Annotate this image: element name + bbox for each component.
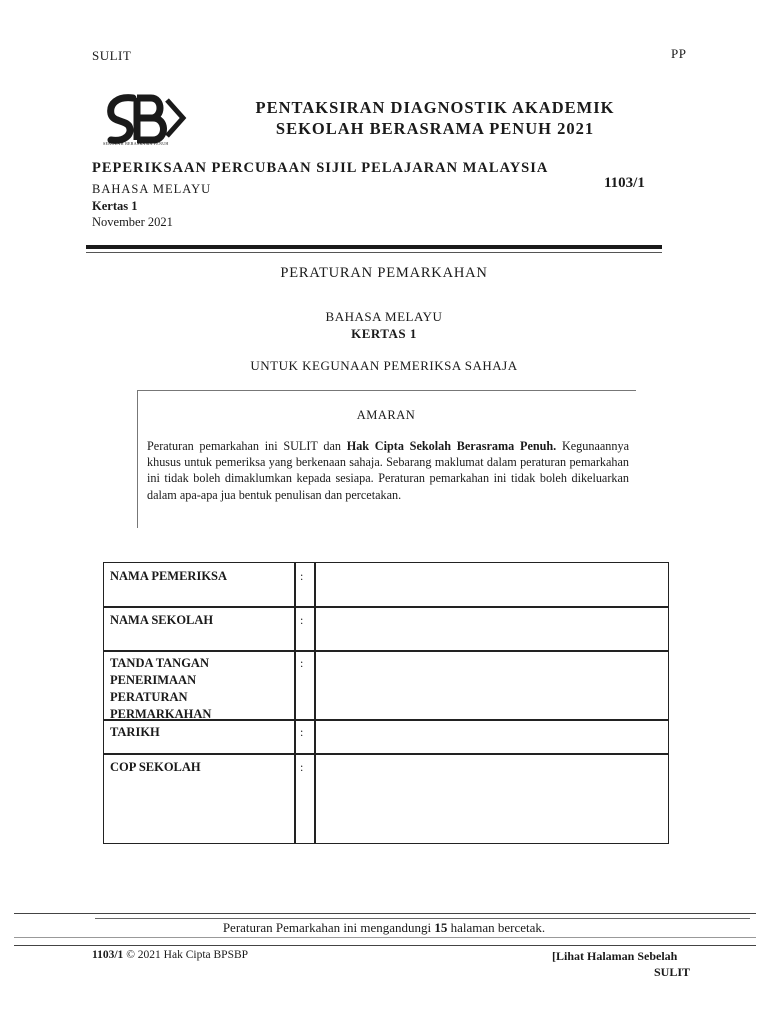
form-colon: :	[300, 569, 304, 583]
header-divider-thin	[86, 252, 662, 253]
form-label-signature: TANDA TANGAN PENERIMAAN PERATURAN PERMARKAHAN	[110, 656, 212, 721]
form-colon: :	[300, 760, 304, 774]
footer-line	[14, 945, 756, 946]
exam-subject: BAHASA MELAYU	[92, 182, 212, 196]
form-divider-label	[294, 563, 296, 843]
scheme-heading: PERATURAN PEMARKAHAN	[280, 265, 488, 281]
next-page-note: [Lihat Halaman Sebelah	[552, 949, 678, 963]
page-count: 15	[434, 920, 448, 935]
footer-line	[95, 918, 750, 919]
footer-copyright	[92, 949, 248, 961]
warning-text-part2: Kegunaannya khusus untuk pemeriksa yang berkenaan sahaja. Sebarang maklumat dalam peraturan pemarkahan ini tidak boleh dimaklumkan kepada sesiapa. Peraturan pemarkahan ini tidak boleh dikeluarkan dalam apa-apa jua bentuk penulisan dan percetakan.	[147, 439, 629, 502]
exam-paper: Kertas 1	[92, 199, 138, 213]
logo-subtext: SEKOLAH BERASRAMA PENUH	[103, 141, 169, 146]
exam-name: PEPERIKSAAN PERCUBAAN SIJIL PELAJARAN MALAYSIA	[92, 160, 549, 176]
assessment-title-line2: SEKOLAH BERASRAMA PENUH 2021	[275, 119, 595, 138]
examiner-form	[103, 562, 669, 844]
form-label-school-stamp: COP SEKOLAH	[110, 760, 201, 774]
form-row-line	[104, 606, 668, 608]
form-divider-colon	[314, 563, 316, 843]
assessment-title-line1: PENTAKSIRAN DIAGNOSTIK AKADEMIK	[255, 98, 615, 117]
form-label-school-name: NAMA SEKOLAH	[110, 613, 214, 627]
footer-confidential-mark: SULIT	[654, 965, 691, 979]
footer-copyright-text: © 2021 Hak Cipta BPSBP	[123, 949, 249, 961]
form-label-date: TARIKH	[110, 725, 160, 739]
confidential-mark: SULIT	[92, 48, 132, 63]
usage-note: UNTUK KEGUNAAN PEMERIKSA SAHAJA	[250, 358, 518, 373]
footer-line	[14, 913, 756, 914]
form-colon: :	[300, 656, 304, 670]
paper-code: 1103/1	[604, 175, 645, 191]
sbp-logo	[103, 90, 189, 148]
warning-text	[147, 438, 629, 503]
page-count-note	[0, 920, 768, 936]
header-divider	[86, 245, 662, 249]
exam-date: November 2021	[92, 215, 173, 229]
pp-mark: PP	[671, 46, 687, 61]
footer-code: 1103/1	[92, 949, 124, 961]
page-count-note-part2: halaman bercetak.	[447, 920, 546, 935]
warning-title: AMARAN	[356, 408, 416, 422]
warning-text-part1: Peraturan pemarkahan ini SULIT dan	[147, 439, 347, 453]
warning-text-bold: Hak Cipta Sekolah Berasrama Penuh.	[346, 439, 557, 453]
scheme-subject: BAHASA MELAYU	[325, 309, 443, 324]
form-label-examiner-name: NAMA PEMERIKSA	[110, 569, 228, 583]
form-row-line	[104, 753, 668, 755]
page-count-note-part1: Peraturan Pemarkahan ini mengandungi	[222, 920, 435, 935]
form-colon: :	[300, 613, 304, 627]
scheme-paper: KERTAS 1	[351, 326, 417, 341]
form-row-line	[104, 650, 668, 652]
form-colon: :	[300, 725, 304, 739]
footer-line	[14, 937, 756, 938]
